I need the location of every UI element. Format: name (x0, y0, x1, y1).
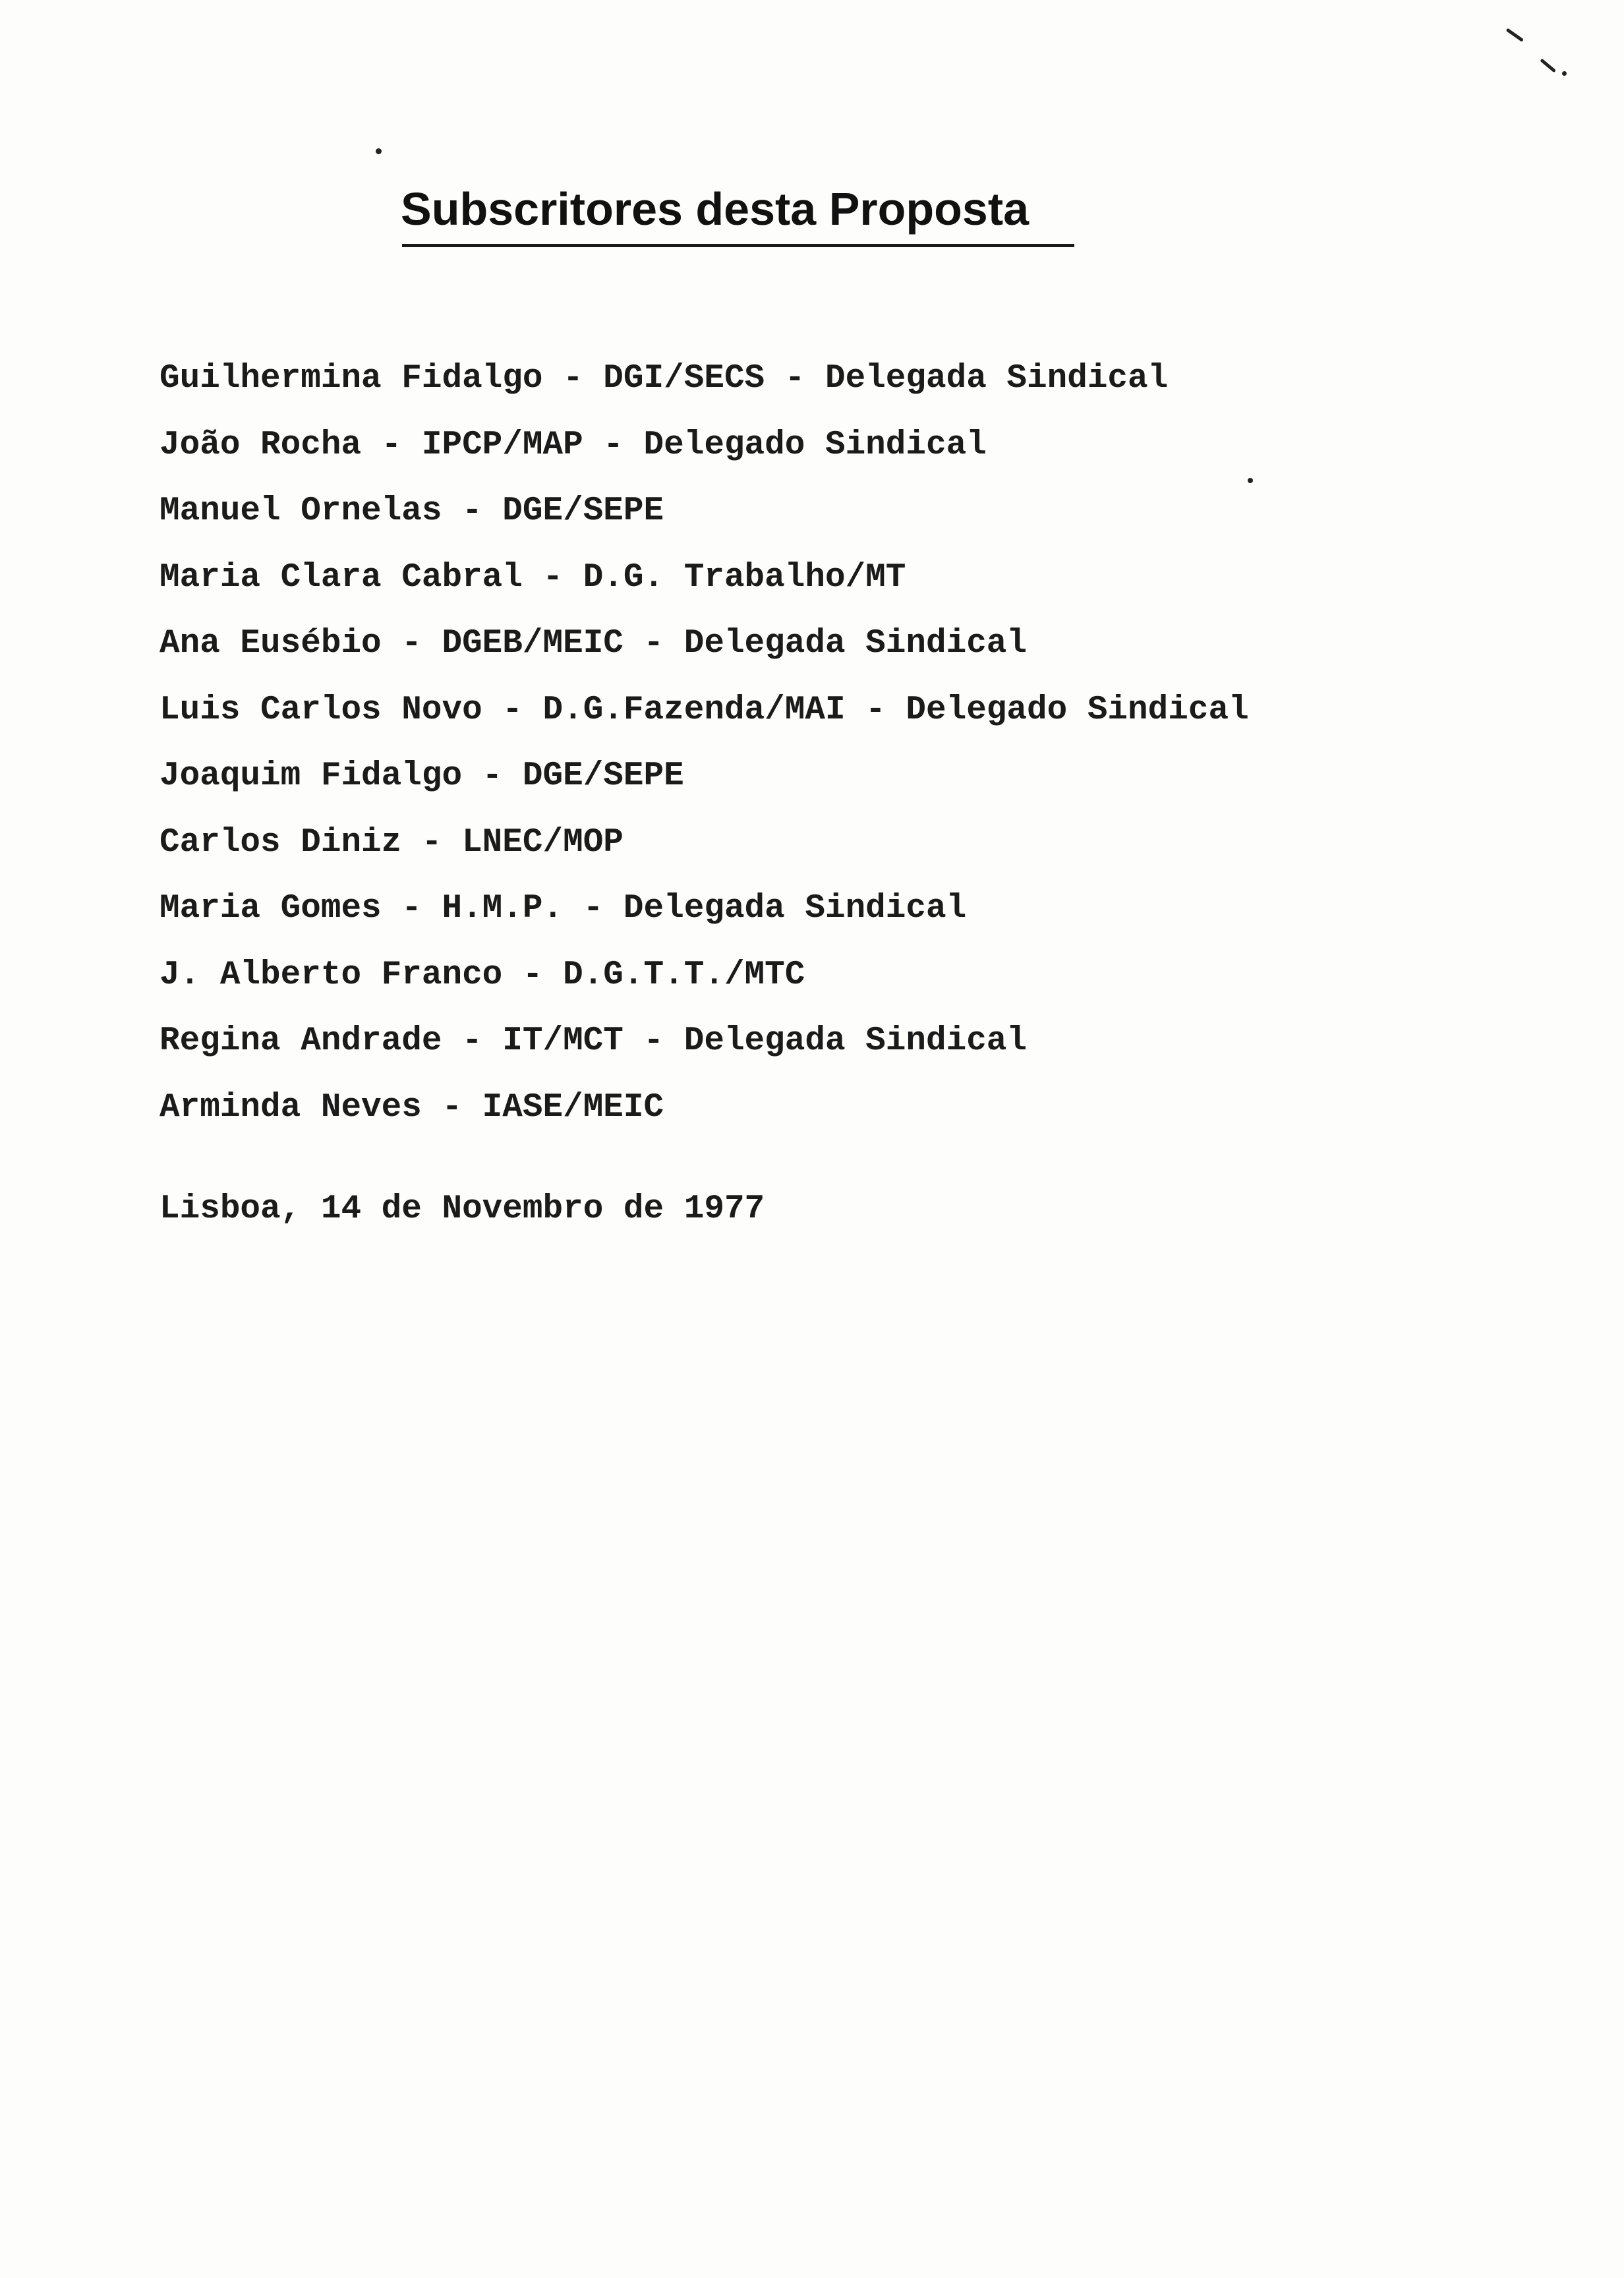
list-item: Ana Eusébio - DGEB/MEIC - Delegada Sindical (160, 625, 1028, 662)
list-item: Joaquim Fidalgo - DGE/SEPE (160, 757, 684, 795)
list-item: J. Alberto Franco - D.G.T.T./MTC (160, 956, 805, 994)
list-item: Luis Carlos Novo - D.G.Fazenda/MAI - Delegado Sindical (160, 691, 1249, 729)
list-item: Maria Clara Cabral - D.G. Trabalho/MT (160, 558, 906, 597)
list-item: Carlos Diniz - LNEC/MOP (160, 823, 624, 862)
page-title: Subscritores desta Proposta (401, 183, 1030, 235)
list-item: Regina Andrade - IT/MCT - Delegada Sindical (160, 1022, 1028, 1060)
list-item: Guilhermina Fidalgo - DGI/SECS - Delegada Sindical (160, 360, 1169, 397)
scan-speck (1562, 71, 1567, 76)
list-item: Maria Gomes - H.M.P. - Delegada Sindical (160, 890, 967, 927)
list-item: Manuel Ornelas - DGE/SEPE (160, 492, 664, 530)
scan-speck (1248, 478, 1253, 483)
place-date-line: Lisboa, 14 de Novembro de 1977 (160, 1190, 765, 1228)
title-underline (402, 244, 1074, 247)
scan-scratch (1506, 28, 1524, 42)
scan-scratch (1540, 59, 1556, 73)
scan-speck (376, 148, 382, 154)
subscriber-list (160, 359, 1249, 1154)
list-item: Arminda Neves - IASE/MEIC (160, 1088, 664, 1126)
list-item: João Rocha - IPCP/MAP - Delegado Sindical (160, 426, 987, 464)
